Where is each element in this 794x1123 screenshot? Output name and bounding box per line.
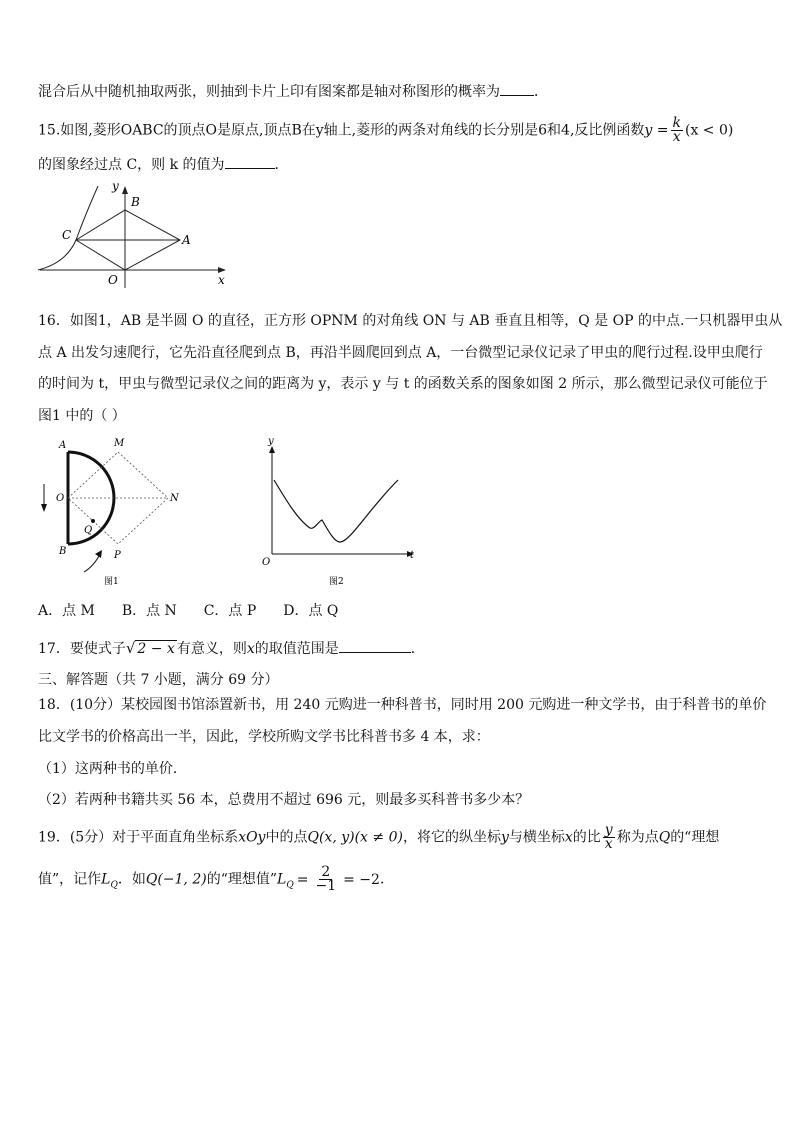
q18-line1: 18．(10分）某校园图书馆添置新书，用 240 元购进一种科普书，同时用 200 元购进一种文学书，由于科普书的单价: [38, 697, 767, 713]
sqrt-expression: 2 − x: [137, 641, 175, 657]
point-q: [91, 519, 95, 523]
q18-line2: 比文学书的价格高出一半，因此，学校所购文学书比科普书多 4 本，求：: [38, 729, 490, 745]
answer-blank[interactable]: [339, 638, 411, 653]
q15-line1: 15.如图,菱形OABC的顶点O是原点,顶点B在y轴上,菱形的两条对角线的长分别是6和4,反比例函数y = $\frac{k}{x}$ (x < 0): [38, 115, 734, 145]
svg-text:P: P: [114, 550, 121, 561]
option-c[interactable]: C．点 P: [203, 603, 257, 619]
q17-line: 17．要使式子√ 2 − x 有意义，则x的取值范围是 ．: [38, 639, 425, 657]
q18-part1: （1）这两种书的单价．: [38, 761, 187, 777]
label-C: C: [62, 228, 72, 242]
q19-line1: 19．(5分）对于平面直角坐标系xOy中的点Q(x, y)(x ≠ 0)，将它的纵坐标y与横坐标x的比 $\frac{y}{x}$ 称为点Q的“理想: [38, 822, 720, 852]
graph-curve: [274, 480, 398, 542]
option-d[interactable]: D．点 Q: [283, 603, 339, 619]
q19-line2: 值”，记作$L_Q$．如Q(−1, 2)的“理想值$”L_Q$ = $\frac{2}{-1}$ = −2．: [38, 864, 394, 894]
prev-question-text: 混合后从中随机抽取两张，则抽到卡片上印有图案都是轴对称图形的概率为: [38, 84, 500, 100]
option-a[interactable]: A．点 M: [38, 603, 95, 619]
svg-text:O: O: [56, 493, 65, 504]
fraction-2-over-neg1: $\frac{2}{-1}$: [315, 864, 337, 894]
prev-question-tail: 混合后从中随机抽取两张，则抽到卡片上印有图案都是轴对称图形的概率为 ．: [38, 81, 548, 102]
answer-blank[interactable]: [225, 154, 275, 169]
y-axis-arrow: [122, 186, 128, 194]
label-O: O: [108, 273, 118, 287]
svg-text:Q: Q: [84, 525, 93, 536]
option-b[interactable]: B．点 N: [121, 603, 177, 619]
svg-text:N: N: [170, 493, 179, 504]
q15-line2: 的图象经过点 C，则 k 的值为 ．: [38, 154, 289, 175]
label-y: y: [112, 179, 119, 193]
direction-arrow-head: [41, 504, 47, 512]
q16-line4: 图1 中的（ ）: [38, 408, 126, 424]
svg-text:M: M: [114, 438, 125, 449]
fraction-k-over-x: $\frac{k}{x}$: [672, 115, 681, 145]
svg-text:O: O: [262, 557, 271, 568]
answer-blank[interactable]: [500, 81, 534, 96]
caption-fig1: 图1: [104, 577, 119, 587]
svg-text:t: t: [410, 550, 415, 561]
caption-fig2: 图2: [329, 577, 344, 587]
arc-arrow: [84, 554, 100, 572]
label-B: B: [131, 195, 140, 209]
q16-options: [38, 601, 338, 621]
label-x: x: [218, 273, 225, 287]
q15-figure: [36, 178, 236, 288]
svg-text:A: A: [59, 440, 67, 451]
q16-line2: 点 A 出发匀速爬行，它先沿直径爬到点 B，再沿半圆爬回到点 A，一台微型记录仪记录了甲虫的爬行过程.设甲虫爬行: [38, 345, 763, 361]
sqrt-icon: √: [125, 639, 136, 657]
q16-figure2: [258, 438, 428, 588]
fraction-y-over-x: $\frac{y}{x}$: [604, 822, 613, 852]
svg-text:B: B: [59, 546, 67, 557]
q16-figure1: [34, 438, 184, 588]
q18-part2: （2）若两种书籍共买 56 本，总费用不超过 696 元，则最多买科普书多少本？: [38, 792, 530, 808]
svg-text:y: y: [268, 436, 274, 447]
q16-line1: 16．如图1，AB 是半圆 O 的直径，正方形 OPNM 的对角线 ON 与 AB 垂直且相等，Q 是 OP 的中点.一只机器甲虫从: [38, 313, 783, 329]
label-A: A: [182, 233, 191, 247]
q16-line3: 的时间为 t，甲虫与微型记录仪之间的距离为 y，表示 y 与 t 的函数关系的图象如图 2 所示，那么微型记录仪可能位于: [38, 376, 768, 392]
section-heading: 三、解答题（共 7 小题，满分 69 分）: [38, 672, 279, 688]
